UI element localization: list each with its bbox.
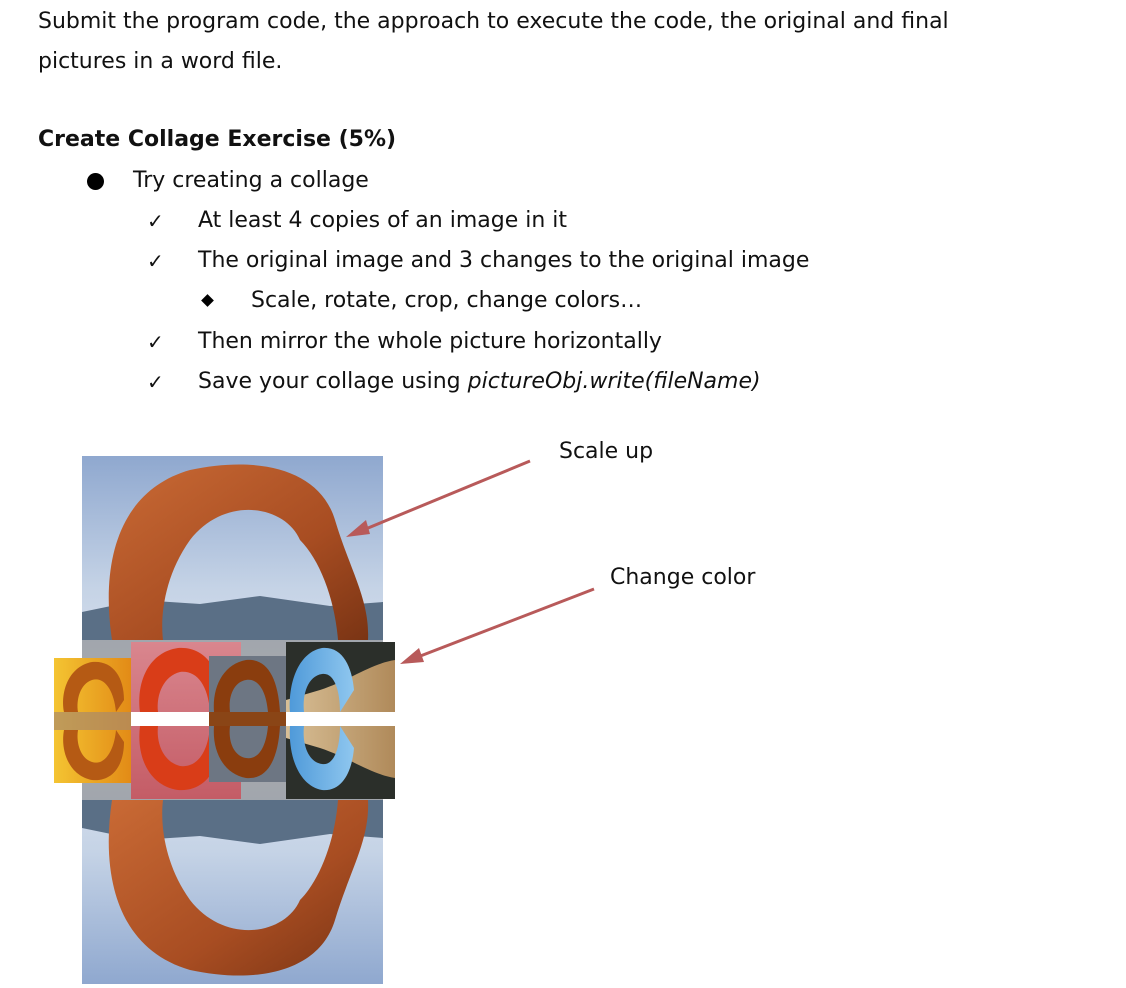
annotation-change-color: Change color (610, 565, 756, 590)
arrow-change-color (400, 589, 594, 664)
checklist-item-mirror: Then mirror the whole picture horizontally (198, 329, 662, 354)
checklist-item-changes: The original image and 3 changes to the original image (198, 248, 810, 273)
save-text: Save your collage using (198, 369, 468, 394)
blue-arch-tile (286, 642, 395, 799)
section-title: Create Collage Exercise (5%) (38, 127, 397, 152)
bullet-text: Try creating a collage (133, 168, 369, 193)
sub-item-transformations: Scale, rotate, crop, change colors… (251, 288, 643, 313)
yellow-arch-tile (54, 658, 132, 783)
check-mark-icon: ✓ (147, 330, 164, 354)
check-mark-icon: ✓ (147, 209, 164, 233)
save-code: pictureObj.write(fileName) (467, 369, 761, 394)
brown-arch-tile (209, 656, 289, 782)
check-mark-icon: ✓ (147, 370, 164, 394)
intro-line-1: Submit the program code, the approach to execute the code, the original and final (38, 9, 949, 34)
checklist-item-copies: At least 4 copies of an image in it (198, 208, 568, 233)
intro-line-2: pictures in a word file. (38, 49, 283, 74)
check-mark-icon: ✓ (147, 249, 164, 273)
annotation-scale-up: Scale up (559, 439, 654, 464)
